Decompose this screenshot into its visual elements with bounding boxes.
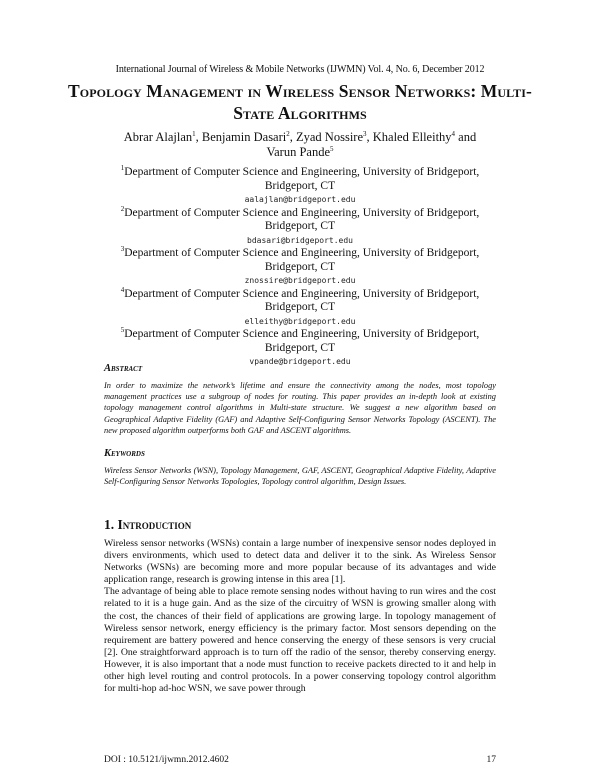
affiliation-list [110,166,490,369]
affiliation-dept: Department of Computer Science and Engineering, University of Bridgeport, [124,247,480,259]
author-list [110,130,490,160]
paper-title: Topology Management in Wireless Sensor Networks: Multi-State Algorithms [68,81,532,123]
author-sup: 1 [192,129,196,138]
affiliation-email[interactable]: elleithy@bridgeport.edu [244,316,356,326]
affiliation-email[interactable]: bdasari@bridgeport.edu [247,235,353,245]
introduction-heading: 1. Introduction [104,517,192,532]
affiliation-number: 2 [120,204,125,213]
keywords-text: Wireless Sensor Networks (WSN), Topology Management, GAF, ASCENT, Geographical Adaptive Fidelity, Adaptive Self-Configuring Sensor Networks Topologies, Topology control algorithm, Design Issues. [104,466,496,487]
affiliation-number: 5 [120,326,125,335]
affiliation-city: Bridgeport, CT [264,220,336,232]
author-name: Zyad Nossire [296,130,363,144]
author-name: Benjamin Dasari [201,130,287,144]
affiliation-number: 3 [120,245,125,254]
author-name: Abrar Alajlan [123,130,193,144]
author-separator: , [289,130,296,144]
author-sup: 4 [451,129,456,138]
affiliation [110,166,490,207]
affiliation-dept: Department of Computer Science and Engineering, University of Bridgeport, [124,287,480,300]
keywords-heading: Keywords [104,448,145,459]
author-separator: , [195,130,202,144]
affiliation-city: Bridgeport, CT [264,341,336,354]
affiliation-number: 4 [120,285,125,294]
author-sup: 2 [286,129,290,138]
affiliation-dept: Department of Computer Science and Engineering, University of Bridgeport, [124,206,480,219]
journal-header: International Journal of Wireless & Mobile Networks (IJWMN) Vol. 4, No. 6, December 2012 [115,64,485,75]
author-sup: 5 [330,144,334,153]
affiliation-email[interactable]: aalajlan@bridgeport.edu [244,195,356,204]
affiliation-number: 1 [120,164,125,173]
author-name: Khaled Elleithy [372,130,452,144]
author-sup: 3 [363,129,367,138]
affiliation-email[interactable]: vpande@bridgeport.edu [249,357,351,366]
affiliation-email[interactable]: znossire@bridgeport.edu [244,276,356,285]
affiliation [110,328,490,369]
introduction-body [104,538,496,695]
footer-doi: DOI : 10.5121/ijwmn.2012.4602 [104,755,229,765]
affiliation-city: Bridgeport, CT [264,301,336,313]
affiliation-city: Bridgeport, CT [264,179,336,192]
paragraph: The advantage of being able to place remote sensing nodes without having to run wires and the cost related to it is a huge gain. And as the size of the circuitry of WSN is growing smaller along with the cost, the chances of their field of applications are growing large. In topology management of Wireless sensor network, energy efficiency is the primary factor. Most sensors depending on the requirement are battery powered and hence conserving the energy of these sensors is very crucial [2]. One straightforward approach is to turn off the radio of the sensor, thereby conserving energy. However, it is also important that a node must function to receive packets directed to it and help in other high level routing and control protocols. In a power conserving topology control algorithm for multi-hop ad-hoc WSN, we save power through [104,586,496,695]
affiliation-dept: Department of Computer Science and Engineering, University of Bridgeport, [124,166,480,178]
affiliation-dept: Department of Computer Science and Engineering, University of Bridgeport, [124,328,480,340]
abstract-heading: Abstract [104,363,143,374]
author-separator: , [366,130,373,144]
affiliation-city: Bridgeport, CT [264,260,336,273]
affiliation [110,285,490,329]
abstract-text: In order to maximize the network’s lifetime and ensure the connectivity among the nodes, most topology management practices use a subgroup of nodes for routing. This paper provides an in-depth look at existing topology management control algorithms in Multi-state structure. We suggest a new algorithm based on Geographical Adaptive Fidelity (GAF) and Adaptive Self-Configuring Sensor Networks Topology (ASCENT). The new proposed algorithm outperforms both GAF and ASCENT algorithms. [104,381,496,435]
author-name: Varun Pande [266,145,331,159]
affiliation [110,204,490,248]
page-number: 17 [486,755,496,765]
paragraph: Wireless sensor networks (WSNs) contain a large number of inexpensive sensor nodes deployed in divers environments, which used to detect data and deliver it to the sink. As Wireless Sensor Networks (WSNs) are becoming more and more popular because of its advantages and wide application range, research is growing intense in this area [1]. [104,538,496,586]
author-separator: and [455,130,477,144]
affiliation [110,247,490,288]
